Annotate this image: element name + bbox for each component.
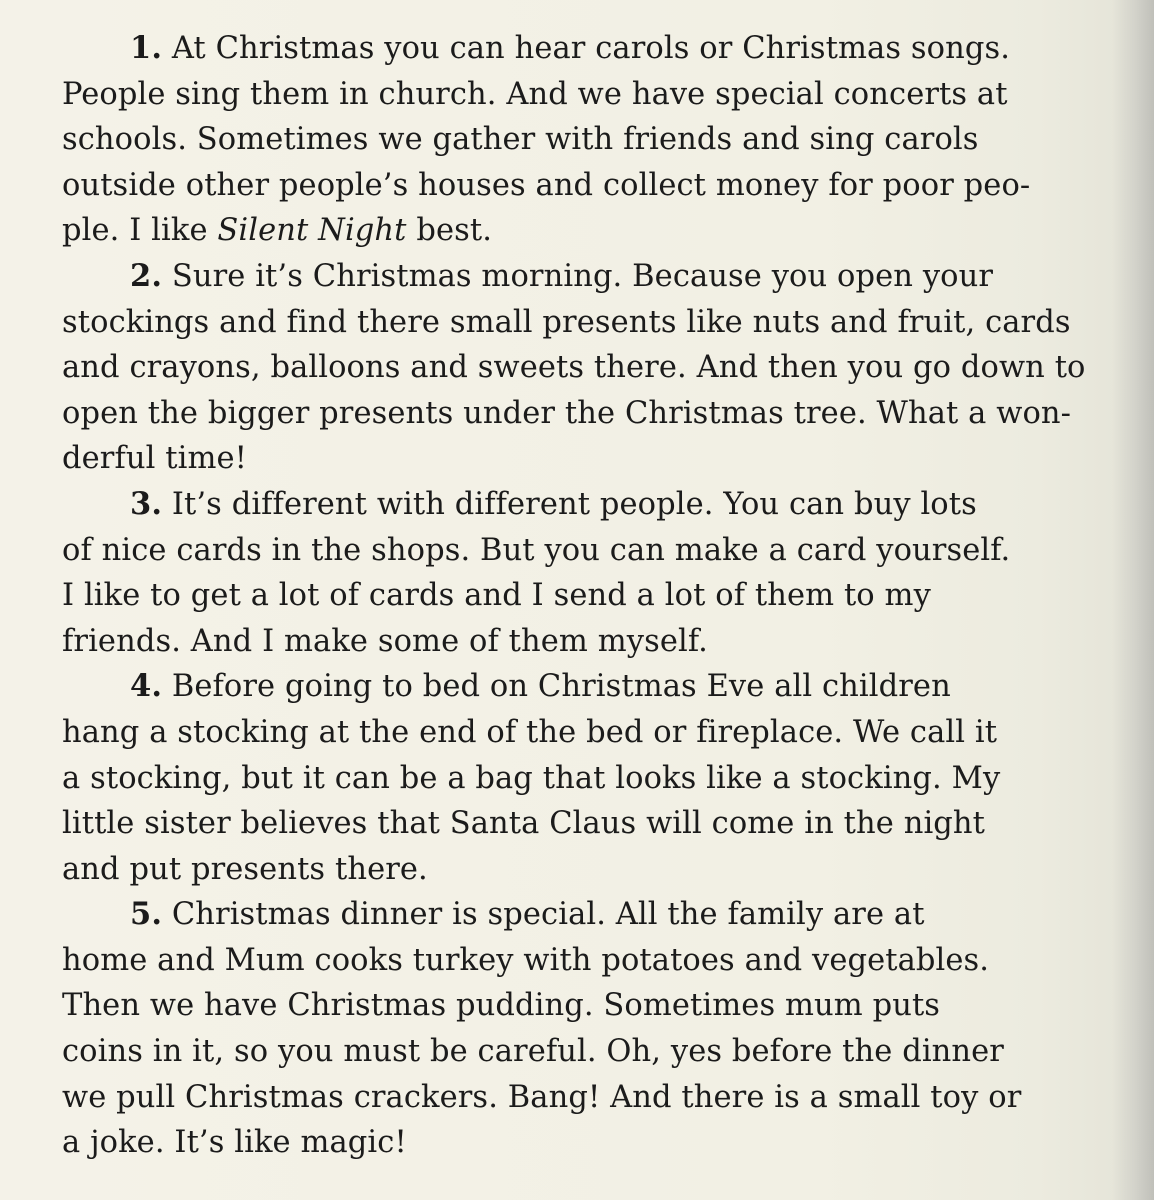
paragraph-5-line-2: home and Mum cooks turkey with potatoes and vegetables.: [62, 942, 990, 978]
paragraph-5-line-5: we pull Christmas crackers. Bang! And there is a small toy or: [62, 1079, 1022, 1115]
paragraph-5-line-4: coins in it, so you must be careful. Oh, yes before the dinner: [62, 1034, 1004, 1070]
paragraph-2-line-5: derful time!: [62, 441, 247, 477]
paragraph-2-text: Sure it’s Christmas morning. Because you open your: [162, 258, 994, 294]
paragraph-1-line-4: outside other people’s houses and collect money for poor peo-: [62, 167, 1031, 203]
paragraph-2-line-1: [62, 254, 1122, 300]
paragraph-5-text: Christmas dinner is special. All the family are at: [162, 897, 925, 933]
paragraph-2-line-3: and crayons, balloons and sweets there. And then you go down to: [62, 350, 1086, 386]
paragraph-3-line-1: [62, 482, 1122, 528]
paragraph-4-line-5: and put presents there.: [62, 851, 428, 887]
paragraph-1-line-5-after: best.: [406, 213, 493, 249]
paragraph-4-number: 4.: [130, 668, 163, 705]
paragraph-3-line-3: I like to get a lot of cards and I send a lot of them to my: [62, 578, 931, 614]
paragraph-1-line-3: schools. Sometimes we gather with friends and sing carols: [62, 122, 979, 158]
song-title: Silent Night: [217, 213, 407, 249]
paragraph-1-number: 1.: [130, 30, 163, 66]
paragraph-4-line-2: hang a stocking at the end of the bed or fireplace. We call it: [62, 714, 998, 750]
paragraph-4-line-1: [62, 664, 1122, 710]
paragraph-4-line-4: little sister believes that Santa Claus will come in the night: [62, 806, 986, 842]
body-text: [62, 26, 1122, 1166]
paragraph-3-line-2: of nice cards in the shops. But you can make a card yourself.: [62, 532, 1011, 568]
paragraph-5-line-6: a joke. It’s like magic!: [62, 1125, 407, 1161]
paragraph-1-line-2: People sing them in church. And we have special concerts at: [62, 76, 1008, 112]
paragraph-1-line-1: [62, 26, 1122, 72]
paragraph-3-text: It’s different with different people. You can buy lots: [162, 486, 977, 522]
paragraph-1-line-5-before: ple. I like: [62, 213, 218, 249]
paragraph-2-line-4: open the bigger presents under the Christmas tree. What a won-: [62, 395, 1072, 431]
paragraph-1-line-5: [62, 208, 1122, 254]
paragraph-4-line-3: a stocking, but it can be a bag that looks like a stocking. My: [62, 760, 1001, 796]
paragraph-5-line-3: Then we have Christmas pudding. Sometimes mum puts: [62, 988, 941, 1024]
paragraph-1-text: At Christmas you can hear carols or Christmas songs.: [162, 31, 1010, 66]
paragraph-5-number: 5.: [130, 896, 163, 933]
paragraph-3-number: 3.: [130, 485, 163, 522]
paragraph-2-line-2: stockings and find there small presents like nuts and fruit, cards: [62, 304, 1071, 340]
paragraph-4-text: Before going to bed on Christmas Eve all children: [162, 669, 951, 705]
paragraph-3-line-4: friends. And I make some of them myself.: [62, 623, 708, 659]
paragraph-5-line-1: [62, 892, 1122, 938]
paragraph-2-number: 2.: [130, 257, 163, 294]
